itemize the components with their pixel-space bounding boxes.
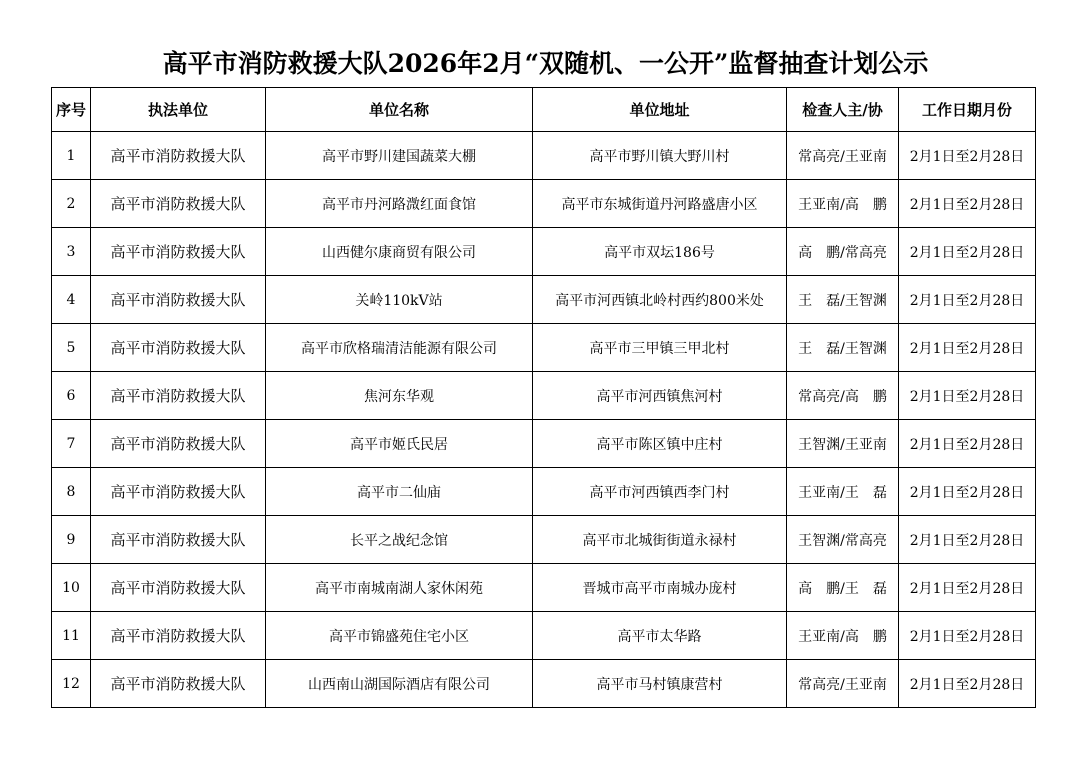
cell-serial-number: 10 — [52, 564, 91, 612]
cell-serial-number: 8 — [52, 468, 91, 516]
cell-enforcement-unit: 高平市消防救援大队 — [91, 228, 266, 276]
cell-enforcement-unit: 高平市消防救援大队 — [91, 324, 266, 372]
cell-unit-name: 山西健尔康商贸有限公司 — [266, 228, 533, 276]
cell-serial-number: 12 — [52, 660, 91, 708]
cell-unit-address: 高平市河西镇西李门村 — [533, 468, 787, 516]
cell-serial-number: 7 — [52, 420, 91, 468]
cell-inspectors: 王智渊/常高亮 — [787, 516, 899, 564]
table-row — [52, 228, 1036, 276]
header-work-period: 工作日期月份 — [899, 88, 1036, 132]
cell-unit-address: 高平市河西镇焦河村 — [533, 372, 787, 420]
cell-inspectors: 王 磊/王智渊 — [787, 276, 899, 324]
cell-enforcement-unit: 高平市消防救援大队 — [91, 516, 266, 564]
cell-unit-address: 高平市马村镇康营村 — [533, 660, 787, 708]
cell-serial-number: 3 — [52, 228, 91, 276]
cell-inspectors: 王 磊/王智渊 — [787, 324, 899, 372]
header-inspectors: 检查人主/协 — [787, 88, 899, 132]
cell-inspectors: 高 鹏/常高亮 — [787, 228, 899, 276]
cell-work-period: 2月1日至2月28日 — [899, 372, 1036, 420]
cell-unit-name: 高平市锦盛苑住宅小区 — [266, 612, 533, 660]
cell-work-period: 2月1日至2月28日 — [899, 660, 1036, 708]
cell-serial-number: 11 — [52, 612, 91, 660]
cell-work-period: 2月1日至2月28日 — [899, 324, 1036, 372]
cell-unit-name: 高平市南城南湖人家休闲苑 — [266, 564, 533, 612]
cell-serial-number: 5 — [52, 324, 91, 372]
cell-unit-name: 关岭110kV站 — [266, 276, 533, 324]
cell-serial-number: 1 — [52, 132, 91, 180]
cell-enforcement-unit: 高平市消防救援大队 — [91, 420, 266, 468]
cell-enforcement-unit: 高平市消防救援大队 — [91, 132, 266, 180]
cell-unit-address: 高平市太华路 — [533, 612, 787, 660]
table-row — [52, 468, 1036, 516]
cell-enforcement-unit: 高平市消防救援大队 — [91, 180, 266, 228]
cell-inspectors: 王亚南/高 鹏 — [787, 180, 899, 228]
cell-inspectors: 常高亮/王亚南 — [787, 132, 899, 180]
table-row — [52, 564, 1036, 612]
inspection-plan-table — [51, 87, 1036, 708]
cell-unit-address: 高平市双坛186号 — [533, 228, 787, 276]
cell-inspectors: 常高亮/王亚南 — [787, 660, 899, 708]
cell-work-period: 2月1日至2月28日 — [899, 516, 1036, 564]
cell-unit-address: 高平市河西镇北岭村西约800米处 — [533, 276, 787, 324]
cell-unit-address: 高平市陈区镇中庄村 — [533, 420, 787, 468]
cell-enforcement-unit: 高平市消防救援大队 — [91, 372, 266, 420]
table-row — [52, 324, 1036, 372]
cell-unit-name: 高平市野川建国蔬菜大棚 — [266, 132, 533, 180]
cell-unit-address: 高平市东城街道丹河路盛唐小区 — [533, 180, 787, 228]
cell-inspectors: 王亚南/王 磊 — [787, 468, 899, 516]
cell-unit-address: 高平市北城街街道永禄村 — [533, 516, 787, 564]
cell-enforcement-unit: 高平市消防救援大队 — [91, 612, 266, 660]
cell-serial-number: 4 — [52, 276, 91, 324]
cell-unit-name: 山西南山湖国际酒店有限公司 — [266, 660, 533, 708]
table-row — [52, 660, 1036, 708]
table-row — [52, 516, 1036, 564]
cell-unit-name: 焦河东华观 — [266, 372, 533, 420]
table-row — [52, 180, 1036, 228]
cell-unit-address: 晋城市高平市南城办庞村 — [533, 564, 787, 612]
cell-serial-number: 2 — [52, 180, 91, 228]
table-row — [52, 132, 1036, 180]
cell-work-period: 2月1日至2月28日 — [899, 132, 1036, 180]
header-enforcement-unit: 执法单位 — [91, 88, 266, 132]
cell-unit-name: 高平市丹河路溦红面食馆 — [266, 180, 533, 228]
cell-unit-address: 高平市三甲镇三甲北村 — [533, 324, 787, 372]
cell-work-period: 2月1日至2月28日 — [899, 612, 1036, 660]
cell-work-period: 2月1日至2月28日 — [899, 420, 1036, 468]
cell-serial-number: 9 — [52, 516, 91, 564]
cell-unit-name: 长平之战纪念馆 — [266, 516, 533, 564]
cell-enforcement-unit: 高平市消防救援大队 — [91, 468, 266, 516]
cell-inspectors: 王智渊/王亚南 — [787, 420, 899, 468]
table-row — [52, 612, 1036, 660]
header-serial-number: 序号 — [52, 88, 91, 132]
cell-enforcement-unit: 高平市消防救援大队 — [91, 276, 266, 324]
table-row — [52, 420, 1036, 468]
cell-work-period: 2月1日至2月28日 — [899, 180, 1036, 228]
cell-enforcement-unit: 高平市消防救援大队 — [91, 564, 266, 612]
header-unit-address: 单位地址 — [533, 88, 787, 132]
cell-work-period: 2月1日至2月28日 — [899, 468, 1036, 516]
cell-work-period: 2月1日至2月28日 — [899, 228, 1036, 276]
cell-serial-number: 6 — [52, 372, 91, 420]
cell-inspectors: 高 鹏/王 磊 — [787, 564, 899, 612]
cell-inspectors: 常高亮/高 鹏 — [787, 372, 899, 420]
cell-unit-address: 高平市野川镇大野川村 — [533, 132, 787, 180]
page-title: 高平市消防救援大队2026年2月“双随机、一公开”监督抽查计划公示 — [162, 49, 929, 78]
cell-unit-name: 高平市二仙庙 — [266, 468, 533, 516]
cell-work-period: 2月1日至2月28日 — [899, 276, 1036, 324]
cell-unit-name: 高平市姬氏民居 — [266, 420, 533, 468]
cell-inspectors: 王亚南/高 鹏 — [787, 612, 899, 660]
cell-enforcement-unit: 高平市消防救援大队 — [91, 660, 266, 708]
cell-work-period: 2月1日至2月28日 — [899, 564, 1036, 612]
table-header-row — [52, 88, 1036, 132]
table-row — [52, 372, 1036, 420]
table-row — [52, 276, 1036, 324]
cell-unit-name: 高平市欣格瑞清洁能源有限公司 — [266, 324, 533, 372]
header-unit-name: 单位名称 — [266, 88, 533, 132]
